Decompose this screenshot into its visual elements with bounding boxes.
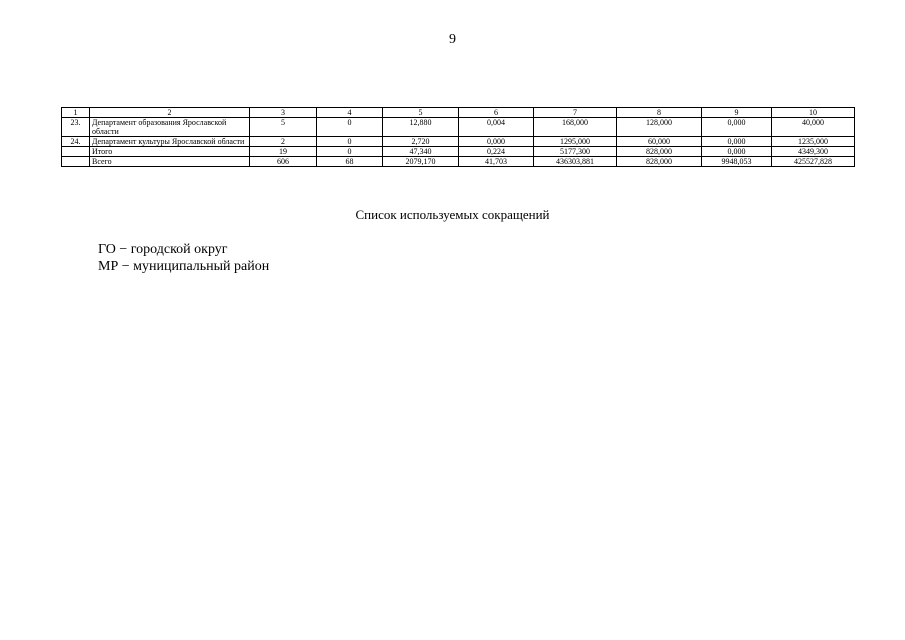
table-cell: 0,000 [459,137,534,147]
abbreviation-item: МР − муниципальный район [98,259,270,274]
page-number: 9 [449,32,456,47]
table-cell: 436303,881 [534,157,617,167]
table-cell: 0,000 [702,118,772,137]
table-cell: 47,340 [383,147,459,157]
header-cell: 6 [459,108,534,118]
header-cell: 10 [772,108,855,118]
table-cell: 128,000 [617,118,702,137]
total-label: Всего [90,157,250,167]
header-cell: 7 [534,108,617,118]
header-cell: 2 [90,108,250,118]
table-cell: 40,000 [772,118,855,137]
abbreviations-list [98,241,269,275]
table-cell: 0,000 [702,137,772,147]
header-cell: 5 [383,108,459,118]
row-number [62,157,90,167]
table-cell: 168,000 [534,118,617,137]
table-cell: 2 [250,137,317,147]
table-cell: 0 [317,147,383,157]
row-number: 24. [62,137,90,147]
table-cell: 828,000 [617,157,702,167]
row-number: 23. [62,118,90,137]
table-cell: 60,000 [617,137,702,147]
table-cell: 1295,000 [534,137,617,147]
total-row [62,157,855,167]
row-number [62,147,90,157]
table-cell: 2,720 [383,137,459,147]
table-cell: 0 [317,118,383,137]
table-cell: 5 [250,118,317,137]
table-cell: 9948,053 [702,157,772,167]
table-cell: 0,224 [459,147,534,157]
department-name: Департамент образования Ярославской области [90,118,250,137]
department-name: Департамент культуры Ярославской области [90,137,250,147]
table-cell: 41,703 [459,157,534,167]
table-header-row [62,108,855,118]
header-cell: 9 [702,108,772,118]
header-cell: 8 [617,108,702,118]
table-row [62,118,855,137]
table-cell: 606 [250,157,317,167]
table-cell: 0,000 [702,147,772,157]
table-cell: 4349,300 [772,147,855,157]
table-cell: 425527,828 [772,157,855,167]
header-cell: 4 [317,108,383,118]
table-cell: 828,000 [617,147,702,157]
table-cell: 2079,170 [383,157,459,167]
table-cell: 5177,300 [534,147,617,157]
table-row [62,137,855,147]
table-cell: 0 [317,137,383,147]
header-cell: 1 [62,108,90,118]
table-cell: 1235,000 [772,137,855,147]
table-cell: 12,880 [383,118,459,137]
data-table [61,107,855,167]
abbreviations-title: Список используемых сокращений [355,207,550,222]
table-cell: 0,004 [459,118,534,137]
table-cell: 68 [317,157,383,167]
subtotal-row [62,147,855,157]
table-cell: 19 [250,147,317,157]
header-cell: 3 [250,108,317,118]
abbreviation-item: ГО − городской округ [98,242,228,257]
subtotal-label: Итого [90,147,250,157]
